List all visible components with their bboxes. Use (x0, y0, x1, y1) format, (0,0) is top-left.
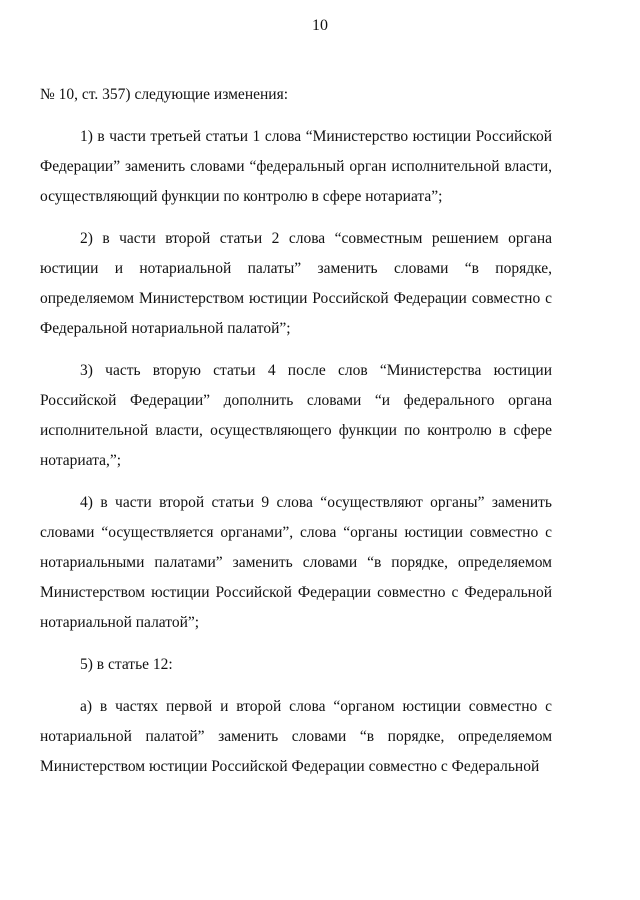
paragraph-item-2: 2) в части второй статьи 2 слова “совместным решением органа юстиции и нотариальной палаты” заменить словами “в порядке, определяемом Министерством юстиции Российской Федерации совместно с Федеральной нотариальной палатой”; (40, 230, 552, 337)
paragraph-subitem-a: а) в частях первой и второй слова “органом юстиции совместно с нотариальной палатой” заменить словами “в порядке, определяемом Министерством юстиции Российской Федерации совместно с Федеральной (40, 698, 552, 775)
paragraph-item-5: 5) в статье 12: (80, 656, 173, 673)
paragraph-item-4: 4) в части второй статьи 9 слова “осуществляют органы” заменить словами “осуществляется органами”, слова “органы юстиции совместно с нотариальными палатами” заменить словами “в порядке, определяемом Министерством юстиции Российской Федерации совместно с Федеральной нотариальной палатой”; (40, 494, 552, 631)
document-body (40, 80, 552, 794)
paragraph-item-3: 3) часть вторую статьи 4 после слов “Министерства юстиции Российской Федерации” дополнить словами “и федерального органа исполнительной власти, осуществляющего функции по контролю в сфере нотариата,”; (40, 362, 552, 469)
page-number: 10 (312, 17, 328, 34)
paragraph-continuation: № 10, ст. 357) следующие изменения: (40, 86, 289, 103)
paragraph-item-1: 1) в части третьей статьи 1 слова “Министерство юстиции Российской Федерации” заменить словами “федеральный орган исполнительной власти, осуществляющий функции по контролю в сфере нотариата”; (40, 128, 552, 205)
